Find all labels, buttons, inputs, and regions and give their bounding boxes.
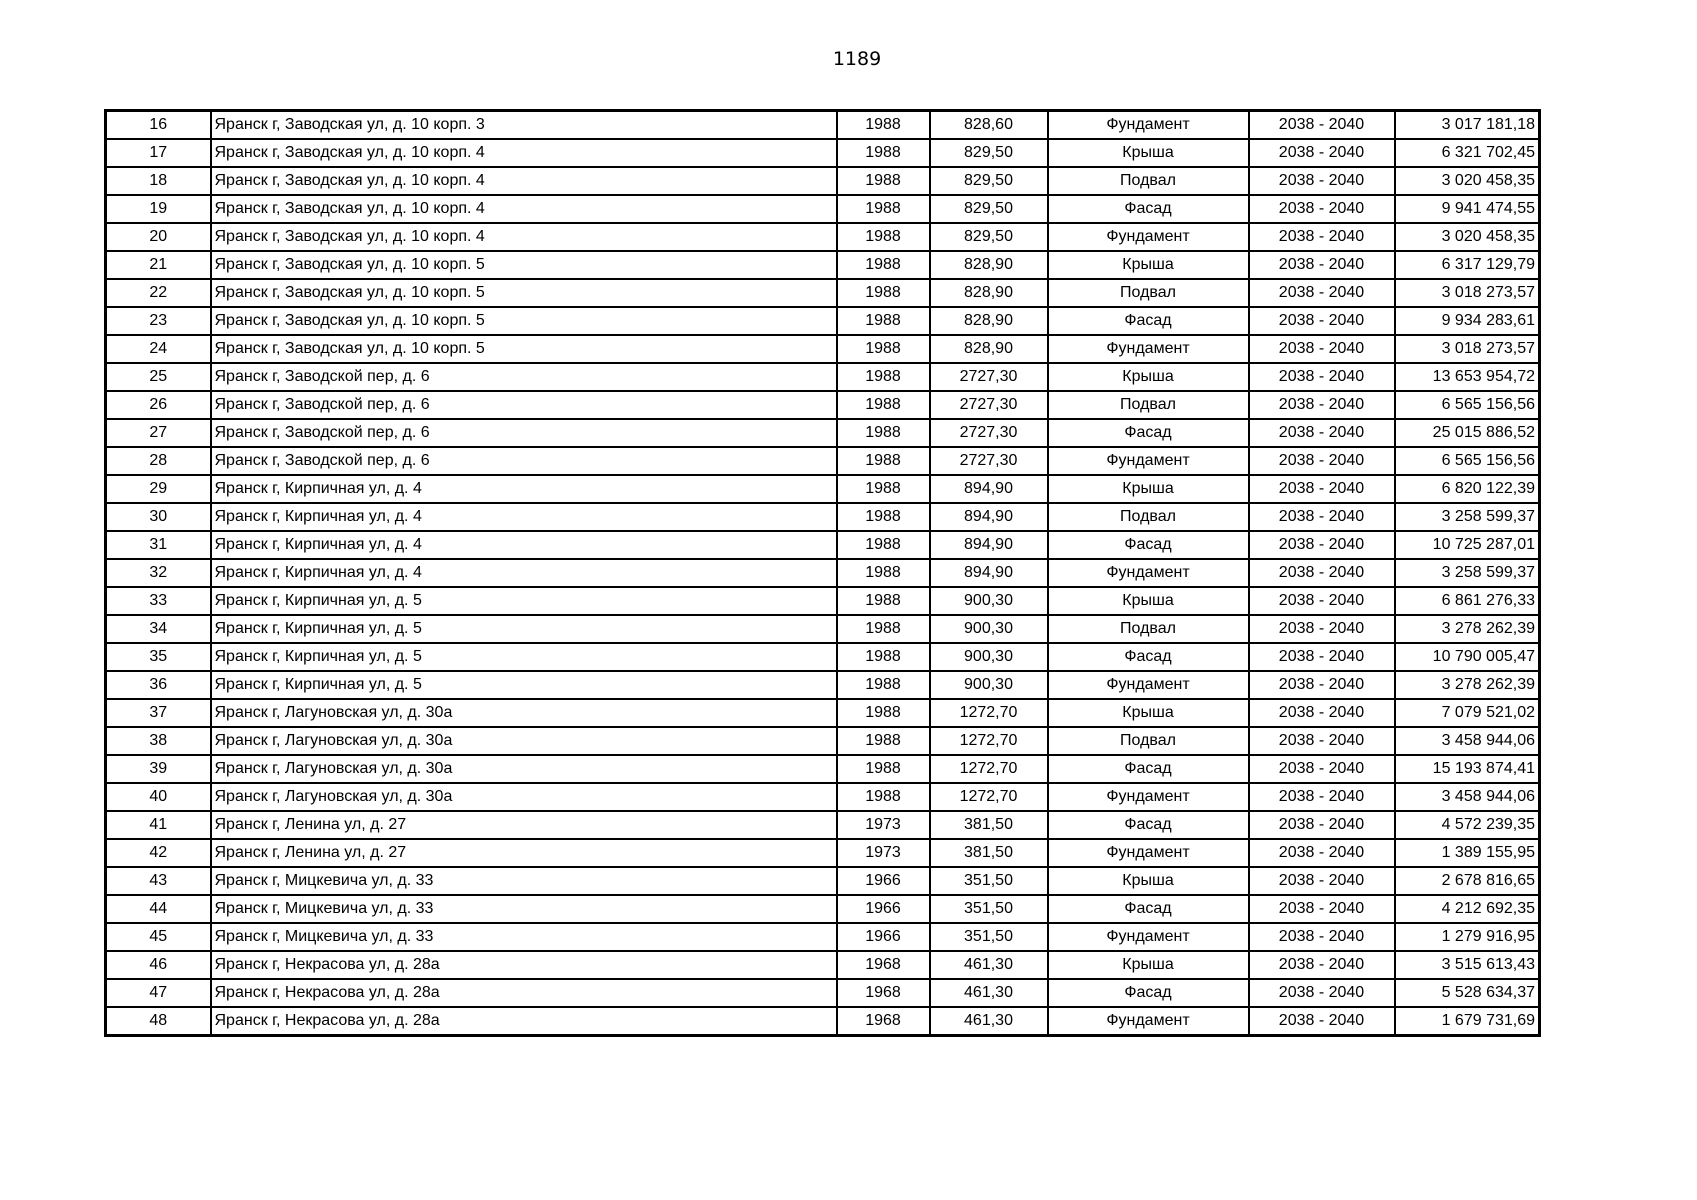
table-row <box>106 475 1540 503</box>
area-cell: 461,30 <box>930 951 1048 979</box>
area-cell: 828,90 <box>930 307 1048 335</box>
cost-cell: 13 653 954,72 <box>1395 363 1540 391</box>
year-cell: 1988 <box>837 111 930 140</box>
row-number-cell: 21 <box>106 251 211 279</box>
cost-cell: 5 528 634,37 <box>1395 979 1540 1007</box>
year-cell: 1988 <box>837 223 930 251</box>
address-cell: Яранск г, Кирпичная ул, д. 5 <box>211 643 837 671</box>
cost-cell: 3 458 944,06 <box>1395 783 1540 811</box>
address-cell: Яранск г, Заводская ул, д. 10 корп. 3 <box>211 111 837 140</box>
cost-cell: 10 725 287,01 <box>1395 531 1540 559</box>
cost-cell: 3 515 613,43 <box>1395 951 1540 979</box>
cost-cell: 3 020 458,35 <box>1395 167 1540 195</box>
address-cell: Яранск г, Некрасова ул, д. 28а <box>211 1007 837 1036</box>
cost-cell: 1 679 731,69 <box>1395 1007 1540 1036</box>
area-cell: 829,50 <box>930 223 1048 251</box>
address-cell: Яранск г, Кирпичная ул, д. 5 <box>211 671 837 699</box>
work-type-cell: Подвал <box>1048 503 1249 531</box>
year-cell: 1988 <box>837 671 930 699</box>
address-cell: Яранск г, Некрасова ул, д. 28а <box>211 951 837 979</box>
period-cell: 2038 - 2040 <box>1249 279 1395 307</box>
cost-cell: 1 279 916,95 <box>1395 923 1540 951</box>
cost-cell: 6 321 702,45 <box>1395 139 1540 167</box>
period-cell: 2038 - 2040 <box>1249 111 1395 140</box>
address-cell: Яранск г, Ленина ул, д. 27 <box>211 811 837 839</box>
page-number: 1189 <box>832 48 882 70</box>
address-cell: Яранск г, Ленина ул, д. 27 <box>211 839 837 867</box>
cost-cell: 6 861 276,33 <box>1395 587 1540 615</box>
address-cell: Яранск г, Заводская ул, д. 10 корп. 5 <box>211 307 837 335</box>
cost-cell: 1 389 155,95 <box>1395 839 1540 867</box>
year-cell: 1988 <box>837 391 930 419</box>
cost-cell: 4 212 692,35 <box>1395 895 1540 923</box>
work-type-cell: Фундамент <box>1048 559 1249 587</box>
table-row <box>106 979 1540 1007</box>
area-cell: 2727,30 <box>930 447 1048 475</box>
table-row <box>106 195 1540 223</box>
year-cell: 1966 <box>837 867 930 895</box>
area-cell: 829,50 <box>930 195 1048 223</box>
area-cell: 461,30 <box>930 979 1048 1007</box>
period-cell: 2038 - 2040 <box>1249 251 1395 279</box>
table-row <box>106 783 1540 811</box>
row-number-cell: 18 <box>106 167 211 195</box>
period-cell: 2038 - 2040 <box>1249 615 1395 643</box>
row-number-cell: 41 <box>106 811 211 839</box>
area-cell: 894,90 <box>930 475 1048 503</box>
area-cell: 894,90 <box>930 559 1048 587</box>
table-row <box>106 559 1540 587</box>
work-type-cell: Крыша <box>1048 251 1249 279</box>
period-cell: 2038 - 2040 <box>1249 923 1395 951</box>
work-type-cell: Фасад <box>1048 755 1249 783</box>
period-cell: 2038 - 2040 <box>1249 755 1395 783</box>
work-type-cell: Фасад <box>1048 307 1249 335</box>
row-number-cell: 26 <box>106 391 211 419</box>
period-cell: 2038 - 2040 <box>1249 335 1395 363</box>
row-number-cell: 38 <box>106 727 211 755</box>
work-type-cell: Крыша <box>1048 951 1249 979</box>
year-cell: 1988 <box>837 419 930 447</box>
table-row <box>106 727 1540 755</box>
work-type-cell: Фасад <box>1048 195 1249 223</box>
row-number-cell: 34 <box>106 615 211 643</box>
area-cell: 461,30 <box>930 1007 1048 1036</box>
period-cell: 2038 - 2040 <box>1249 447 1395 475</box>
work-type-cell: Фундамент <box>1048 783 1249 811</box>
area-cell: 900,30 <box>930 643 1048 671</box>
row-number-cell: 40 <box>106 783 211 811</box>
work-type-cell: Подвал <box>1048 615 1249 643</box>
year-cell: 1973 <box>837 811 930 839</box>
table-row <box>106 839 1540 867</box>
cost-cell: 15 193 874,41 <box>1395 755 1540 783</box>
year-cell: 1988 <box>837 195 930 223</box>
address-cell: Яранск г, Заводская ул, д. 10 корп. 5 <box>211 279 837 307</box>
row-number-cell: 45 <box>106 923 211 951</box>
area-cell: 828,90 <box>930 251 1048 279</box>
period-cell: 2038 - 2040 <box>1249 951 1395 979</box>
row-number-cell: 25 <box>106 363 211 391</box>
area-cell: 351,50 <box>930 895 1048 923</box>
table-row <box>106 615 1540 643</box>
table-row <box>106 391 1540 419</box>
cost-cell: 2 678 816,65 <box>1395 867 1540 895</box>
work-type-cell: Крыша <box>1048 867 1249 895</box>
period-cell: 2038 - 2040 <box>1249 587 1395 615</box>
row-number-cell: 20 <box>106 223 211 251</box>
work-type-cell: Фундамент <box>1048 671 1249 699</box>
work-type-cell: Крыша <box>1048 699 1249 727</box>
table-row <box>106 223 1540 251</box>
year-cell: 1988 <box>837 531 930 559</box>
cost-cell: 9 941 474,55 <box>1395 195 1540 223</box>
row-number-cell: 23 <box>106 307 211 335</box>
period-cell: 2038 - 2040 <box>1249 979 1395 1007</box>
area-cell: 1272,70 <box>930 755 1048 783</box>
period-cell: 2038 - 2040 <box>1249 671 1395 699</box>
work-type-cell: Подвал <box>1048 391 1249 419</box>
period-cell: 2038 - 2040 <box>1249 559 1395 587</box>
address-cell: Яранск г, Заводская ул, д. 10 корп. 5 <box>211 251 837 279</box>
table-row <box>106 447 1540 475</box>
cost-cell: 6 565 156,56 <box>1395 447 1540 475</box>
year-cell: 1988 <box>837 699 930 727</box>
year-cell: 1968 <box>837 979 930 1007</box>
period-cell: 2038 - 2040 <box>1249 839 1395 867</box>
area-cell: 900,30 <box>930 671 1048 699</box>
year-cell: 1988 <box>837 587 930 615</box>
year-cell: 1988 <box>837 643 930 671</box>
year-cell: 1988 <box>837 783 930 811</box>
period-cell: 2038 - 2040 <box>1249 419 1395 447</box>
row-number-cell: 22 <box>106 279 211 307</box>
period-cell: 2038 - 2040 <box>1249 811 1395 839</box>
work-type-cell: Фасад <box>1048 419 1249 447</box>
row-number-cell: 35 <box>106 643 211 671</box>
area-cell: 2727,30 <box>930 363 1048 391</box>
cost-cell: 3 020 458,35 <box>1395 223 1540 251</box>
table-row <box>106 139 1540 167</box>
period-cell: 2038 - 2040 <box>1249 643 1395 671</box>
year-cell: 1988 <box>837 139 930 167</box>
row-number-cell: 48 <box>106 1007 211 1036</box>
table-row <box>106 363 1540 391</box>
area-cell: 828,60 <box>930 111 1048 140</box>
work-type-cell: Фасад <box>1048 979 1249 1007</box>
cost-cell: 25 015 886,52 <box>1395 419 1540 447</box>
address-cell: Яранск г, Лагуновская ул, д. 30а <box>211 783 837 811</box>
table-row <box>106 895 1540 923</box>
row-number-cell: 32 <box>106 559 211 587</box>
row-number-cell: 33 <box>106 587 211 615</box>
row-number-cell: 16 <box>106 111 211 140</box>
period-cell: 2038 - 2040 <box>1249 895 1395 923</box>
year-cell: 1973 <box>837 839 930 867</box>
address-cell: Яранск г, Кирпичная ул, д. 5 <box>211 587 837 615</box>
cost-cell: 3 278 262,39 <box>1395 671 1540 699</box>
area-cell: 351,50 <box>930 867 1048 895</box>
cost-cell: 4 572 239,35 <box>1395 811 1540 839</box>
year-cell: 1988 <box>837 447 930 475</box>
work-type-cell: Фундамент <box>1048 923 1249 951</box>
year-cell: 1966 <box>837 923 930 951</box>
table-row <box>106 755 1540 783</box>
period-cell: 2038 - 2040 <box>1249 195 1395 223</box>
area-cell: 900,30 <box>930 615 1048 643</box>
row-number-cell: 39 <box>106 755 211 783</box>
address-cell: Яранск г, Мицкевича ул, д. 33 <box>211 895 837 923</box>
work-type-cell: Фундамент <box>1048 223 1249 251</box>
data-table <box>104 109 1541 1037</box>
year-cell: 1988 <box>837 279 930 307</box>
address-cell: Яранск г, Мицкевича ул, д. 33 <box>211 867 837 895</box>
table-row <box>106 951 1540 979</box>
table-body <box>106 111 1540 1036</box>
table-row <box>106 167 1540 195</box>
table-row <box>106 867 1540 895</box>
area-cell: 829,50 <box>930 167 1048 195</box>
cost-cell: 3 458 944,06 <box>1395 727 1540 755</box>
table-row <box>106 811 1540 839</box>
period-cell: 2038 - 2040 <box>1249 391 1395 419</box>
area-cell: 2727,30 <box>930 391 1048 419</box>
area-cell: 894,90 <box>930 503 1048 531</box>
address-cell: Яранск г, Мицкевича ул, д. 33 <box>211 923 837 951</box>
address-cell: Яранск г, Некрасова ул, д. 28а <box>211 979 837 1007</box>
cost-cell: 3 258 599,37 <box>1395 503 1540 531</box>
table-row <box>106 251 1540 279</box>
table-row <box>106 923 1540 951</box>
row-number-cell: 19 <box>106 195 211 223</box>
year-cell: 1988 <box>837 727 930 755</box>
cost-cell: 6 820 122,39 <box>1395 475 1540 503</box>
area-cell: 381,50 <box>930 811 1048 839</box>
work-type-cell: Крыша <box>1048 363 1249 391</box>
address-cell: Яранск г, Заводская ул, д. 10 корп. 4 <box>211 195 837 223</box>
row-number-cell: 47 <box>106 979 211 1007</box>
table-row <box>106 111 1540 140</box>
cost-cell: 10 790 005,47 <box>1395 643 1540 671</box>
year-cell: 1988 <box>837 475 930 503</box>
year-cell: 1988 <box>837 755 930 783</box>
cost-cell: 6 317 129,79 <box>1395 251 1540 279</box>
work-type-cell: Крыша <box>1048 587 1249 615</box>
period-cell: 2038 - 2040 <box>1249 307 1395 335</box>
cost-cell: 9 934 283,61 <box>1395 307 1540 335</box>
period-cell: 2038 - 2040 <box>1249 475 1395 503</box>
period-cell: 2038 - 2040 <box>1249 867 1395 895</box>
row-number-cell: 17 <box>106 139 211 167</box>
area-cell: 900,30 <box>930 587 1048 615</box>
period-cell: 2038 - 2040 <box>1249 223 1395 251</box>
year-cell: 1988 <box>837 307 930 335</box>
row-number-cell: 42 <box>106 839 211 867</box>
address-cell: Яранск г, Кирпичная ул, д. 4 <box>211 503 837 531</box>
work-type-cell: Крыша <box>1048 139 1249 167</box>
row-number-cell: 37 <box>106 699 211 727</box>
area-cell: 2727,30 <box>930 419 1048 447</box>
period-cell: 2038 - 2040 <box>1249 167 1395 195</box>
address-cell: Яранск г, Лагуновская ул, д. 30а <box>211 755 837 783</box>
table-row <box>106 531 1540 559</box>
table-row <box>106 643 1540 671</box>
period-cell: 2038 - 2040 <box>1249 363 1395 391</box>
period-cell: 2038 - 2040 <box>1249 727 1395 755</box>
cost-cell: 3 018 273,57 <box>1395 335 1540 363</box>
address-cell: Яранск г, Заводской пер, д. 6 <box>211 363 837 391</box>
row-number-cell: 31 <box>106 531 211 559</box>
row-number-cell: 46 <box>106 951 211 979</box>
row-number-cell: 24 <box>106 335 211 363</box>
work-type-cell: Фасад <box>1048 643 1249 671</box>
cost-cell: 3 258 599,37 <box>1395 559 1540 587</box>
area-cell: 828,90 <box>930 335 1048 363</box>
table-row <box>106 699 1540 727</box>
work-type-cell: Фундамент <box>1048 111 1249 140</box>
area-cell: 1272,70 <box>930 699 1048 727</box>
address-cell: Яранск г, Заводская ул, д. 10 корп. 5 <box>211 335 837 363</box>
row-number-cell: 29 <box>106 475 211 503</box>
year-cell: 1988 <box>837 251 930 279</box>
table-row <box>106 307 1540 335</box>
row-number-cell: 28 <box>106 447 211 475</box>
work-type-cell: Фасад <box>1048 811 1249 839</box>
area-cell: 828,90 <box>930 279 1048 307</box>
address-cell: Яранск г, Заводская ул, д. 10 корп. 4 <box>211 223 837 251</box>
table-row <box>106 503 1540 531</box>
year-cell: 1968 <box>837 951 930 979</box>
area-cell: 829,50 <box>930 139 1048 167</box>
period-cell: 2038 - 2040 <box>1249 503 1395 531</box>
table-row <box>106 671 1540 699</box>
cost-cell: 3 278 262,39 <box>1395 615 1540 643</box>
table-row <box>106 587 1540 615</box>
address-cell: Яранск г, Кирпичная ул, д. 4 <box>211 531 837 559</box>
work-type-cell: Фасад <box>1048 895 1249 923</box>
year-cell: 1988 <box>837 615 930 643</box>
row-number-cell: 44 <box>106 895 211 923</box>
address-cell: Яранск г, Заводская ул, д. 10 корп. 4 <box>211 167 837 195</box>
period-cell: 2038 - 2040 <box>1249 783 1395 811</box>
period-cell: 2038 - 2040 <box>1249 139 1395 167</box>
address-cell: Яранск г, Кирпичная ул, д. 5 <box>211 615 837 643</box>
area-cell: 351,50 <box>930 923 1048 951</box>
period-cell: 2038 - 2040 <box>1249 1007 1395 1036</box>
row-number-cell: 43 <box>106 867 211 895</box>
cost-cell: 3 017 181,18 <box>1395 111 1540 140</box>
cost-cell: 3 018 273,57 <box>1395 279 1540 307</box>
work-type-cell: Фасад <box>1048 531 1249 559</box>
address-cell: Яранск г, Заводской пер, д. 6 <box>211 391 837 419</box>
area-cell: 1272,70 <box>930 727 1048 755</box>
address-cell: Яранск г, Заводская ул, д. 10 корп. 4 <box>211 139 837 167</box>
address-cell: Яранск г, Кирпичная ул, д. 4 <box>211 559 837 587</box>
address-cell: Яранск г, Заводской пер, д. 6 <box>211 447 837 475</box>
address-cell: Яранск г, Лагуновская ул, д. 30а <box>211 727 837 755</box>
row-number-cell: 30 <box>106 503 211 531</box>
address-cell: Яранск г, Кирпичная ул, д. 4 <box>211 475 837 503</box>
work-type-cell: Фундамент <box>1048 447 1249 475</box>
table-row <box>106 1007 1540 1036</box>
address-cell: Яранск г, Лагуновская ул, д. 30а <box>211 699 837 727</box>
year-cell: 1988 <box>837 559 930 587</box>
period-cell: 2038 - 2040 <box>1249 699 1395 727</box>
row-number-cell: 27 <box>106 419 211 447</box>
year-cell: 1988 <box>837 503 930 531</box>
work-type-cell: Подвал <box>1048 279 1249 307</box>
year-cell: 1988 <box>837 335 930 363</box>
table-row <box>106 419 1540 447</box>
area-cell: 894,90 <box>930 531 1048 559</box>
work-type-cell: Подвал <box>1048 167 1249 195</box>
work-type-cell: Фундамент <box>1048 839 1249 867</box>
work-type-cell: Фундамент <box>1048 1007 1249 1036</box>
year-cell: 1966 <box>837 895 930 923</box>
year-cell: 1988 <box>837 363 930 391</box>
area-cell: 381,50 <box>930 839 1048 867</box>
address-cell: Яранск г, Заводской пер, д. 6 <box>211 419 837 447</box>
cost-cell: 7 079 521,02 <box>1395 699 1540 727</box>
table-row <box>106 279 1540 307</box>
work-type-cell: Подвал <box>1048 727 1249 755</box>
table-row <box>106 335 1540 363</box>
area-cell: 1272,70 <box>930 783 1048 811</box>
work-type-cell: Крыша <box>1048 475 1249 503</box>
year-cell: 1968 <box>837 1007 930 1036</box>
period-cell: 2038 - 2040 <box>1249 531 1395 559</box>
work-type-cell: Фундамент <box>1048 335 1249 363</box>
year-cell: 1988 <box>837 167 930 195</box>
row-number-cell: 36 <box>106 671 211 699</box>
cost-cell: 6 565 156,56 <box>1395 391 1540 419</box>
